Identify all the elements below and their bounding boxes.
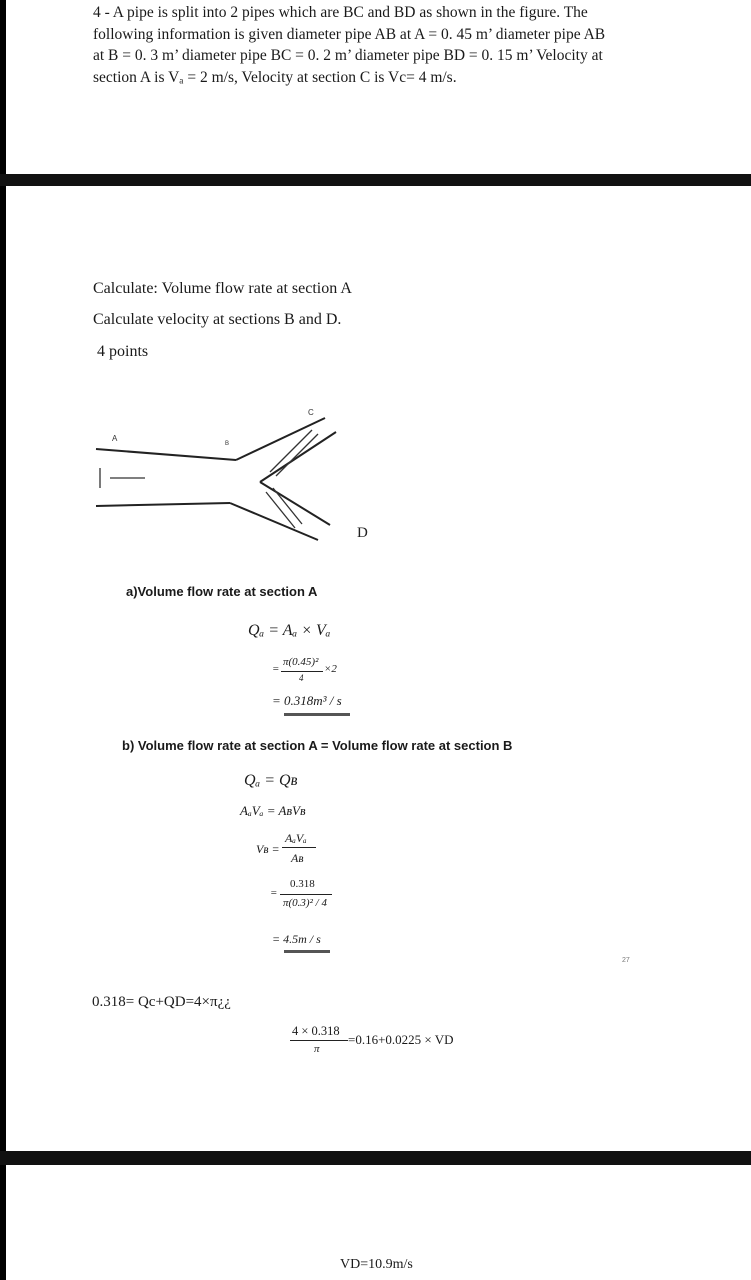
part-d-eq1: 0.318= Qc+QD=4×π¿¿ [92, 994, 231, 1010]
part-b-eq4-frac-line [280, 894, 332, 895]
section-divider-bottom [0, 1151, 751, 1165]
part-b-eq2: AₐVₐ = AʙVʙ [240, 803, 306, 818]
problem-line-3: at B = 0. 3 m’ diameter pipe BC = 0. 2 m’ diameter pipe BD = 0. 15 m’ Velocity at [93, 47, 603, 64]
part-b-eq3-frac-line [282, 847, 316, 848]
pipe-bc-inner-wall [260, 432, 336, 482]
label-d: D [357, 525, 368, 541]
pipe-bc-outer-wall [236, 418, 325, 460]
part-a-frac-line [281, 671, 323, 672]
part-a-result: = 0.318m³ / s [272, 693, 342, 708]
part-a-eq2-equals: = [272, 663, 280, 675]
part-d-eq2-rhs: =0.16+0.0225 × VD [348, 1032, 454, 1047]
label-c: C [308, 408, 314, 417]
part-b-eq4-den: π(0.3)² / 4 [283, 897, 327, 909]
part-b-eq4-equals: = [270, 887, 278, 899]
part-b-eq1: Qₐ = Qʙ [244, 772, 298, 789]
part-d-eq2-num: 4 × 0.318 [292, 1024, 340, 1038]
part-b-eq3-num: AₐVₐ [285, 831, 307, 845]
label-b: B [225, 441, 230, 447]
problem-line-1: 4 - A pipe is split into 2 pipes which are BC and BD as shown in the figure. The [93, 4, 588, 21]
left-border [0, 0, 6, 1280]
pipe-ab-top-wall [96, 449, 236, 460]
task-velocity: Calculate velocity at sections B and D. [93, 311, 342, 328]
part-a-eq2-mult: ×2 [324, 663, 337, 675]
part-a-result-underline [284, 713, 350, 716]
task-volume-flow: Calculate: Volume flow rate at section A [93, 280, 352, 297]
problem-line-4: section A is Vₐ = 2 m/s, Velocity at section C is Vc= 4 m/s. [93, 68, 457, 86]
label-a: A [112, 434, 118, 443]
part-b-heading: b) Volume flow rate at section A = Volume flow rate at section B [122, 738, 513, 753]
part-b-eq3-lhs: Vʙ = [256, 842, 280, 856]
problem-line-2: following information is given diameter pipe AB at A = 0. 45 m’ diameter pipe AB [93, 25, 606, 43]
part-a-heading: a)Volume flow rate at section A [126, 584, 318, 599]
final-answer: VD=10.9m/s [340, 1257, 413, 1272]
part-b-result: = 4.5m / s [272, 932, 321, 946]
part-a-eq2-den: 4 [299, 673, 304, 683]
pipe-bd-inner-wall [260, 482, 330, 525]
task-points: 4 points [97, 343, 149, 360]
part-d-frac-line [290, 1040, 348, 1041]
part-a-eq1: Qₐ = Aₐ × Vₐ [248, 622, 331, 639]
part-b-eq3-den: Aʙ [291, 851, 304, 865]
section-c-marker-2 [276, 434, 318, 476]
page-number: 27 [622, 957, 630, 964]
part-b-eq4-num: 0.318 [290, 878, 315, 890]
problem-statement [93, 2, 693, 88]
pipe-ab-bottom-wall [96, 503, 230, 506]
part-d-eq2-den: π [314, 1043, 320, 1055]
part-a-eq2-num: π(0.45)² [283, 656, 319, 668]
section-divider-top [0, 174, 751, 186]
pipe-diagram [90, 400, 390, 550]
part-b-result-underline [284, 950, 330, 953]
